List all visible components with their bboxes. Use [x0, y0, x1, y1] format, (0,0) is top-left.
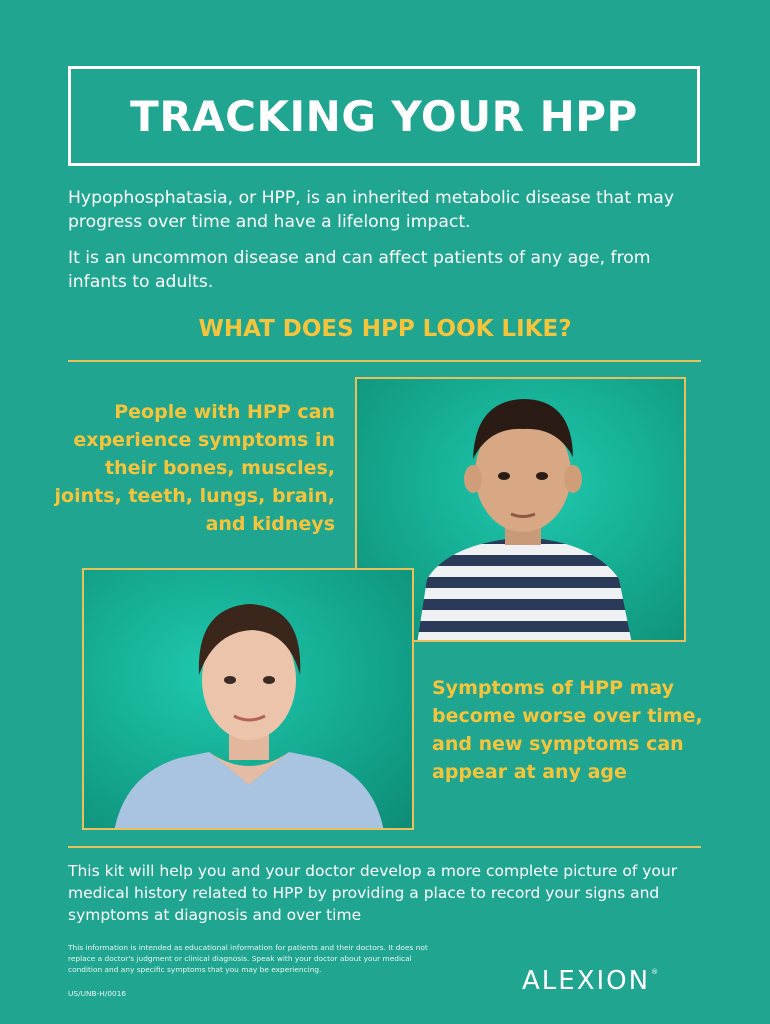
- intro-paragraph-2: It is an uncommon disease and can affect patients of any age, from infants to adults.: [68, 248, 651, 292]
- disclaimer-text: This information is intended as educational information for patients and their doctors. It does not replace a doctor's judgment or clinical diagnosis. Speak with your doctor about your medical condition and any specific symptoms that you may be experiencing.: [68, 943, 428, 974]
- document-code: US/UNB-H/0016: [68, 989, 127, 998]
- callout-symptoms-body: People with HPP can experience symptoms in their bones, muscles, joints, teeth, lungs, brain, and kidneys: [54, 401, 335, 535]
- divider-bottom: [68, 846, 701, 848]
- callout-symptoms-progression: Symptoms of HPP may become worse over time, and new symptoms can appear at any age: [432, 677, 703, 783]
- kit-description: This kit will help you and your doctor develop a more complete picture of your medical history related to HPP by providing a place to record your signs and symptoms at diagnosis and over time: [68, 862, 678, 924]
- woman-portrait-photo: [82, 568, 414, 830]
- woman-illustration: [84, 570, 414, 830]
- alexion-logo: [522, 966, 658, 996]
- registered-mark: ®: [651, 968, 659, 976]
- intro-paragraph-1: Hypophosphatasia, or HPP, is an inherited metabolic disease that may progress over time and have a lifelong impact.: [68, 188, 674, 232]
- divider-top: [68, 360, 701, 362]
- section-subheading: WHAT DOES HPP LOOK LIKE?: [198, 316, 572, 342]
- page-title: TRACKING YOUR HPP: [130, 91, 638, 141]
- title-box: [68, 66, 700, 166]
- logo-wordmark: ALEXION: [522, 966, 651, 996]
- intro-section: [68, 186, 708, 306]
